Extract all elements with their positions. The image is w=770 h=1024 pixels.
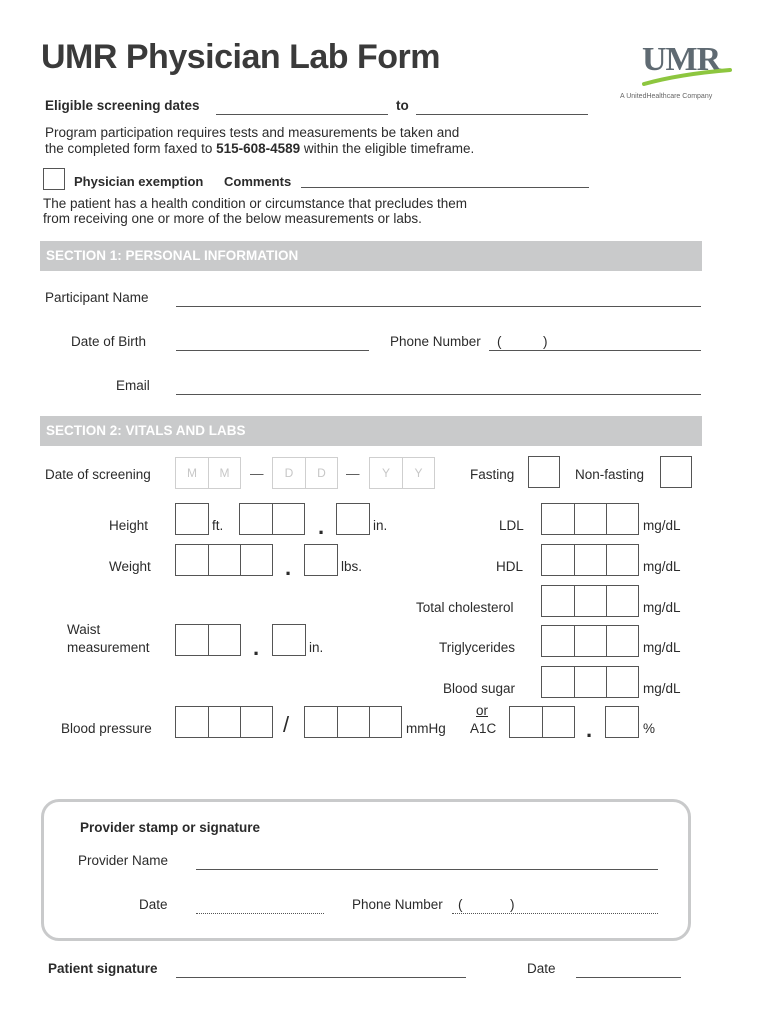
date-dash-1: — <box>250 466 264 481</box>
a1c-field[interactable] <box>509 706 575 738</box>
screening-end-field[interactable] <box>416 114 588 115</box>
intro-line-2: the completed form faxed to 515-608-4589 within the eligible timeframe. <box>45 141 475 156</box>
date-dash-2: — <box>346 466 360 481</box>
weight-label: Weight <box>109 559 151 574</box>
or-label: or <box>476 703 489 718</box>
section-1-header: SECTION 1: PERSONAL INFORMATION <box>40 241 702 271</box>
dob-field[interactable] <box>176 350 369 351</box>
height-ft-unit: ft. <box>212 518 224 533</box>
triglycerides-unit: mg/dL <box>643 640 681 655</box>
bp-systolic-field[interactable] <box>175 706 273 738</box>
screening-dates-label: Eligible screening dates <box>45 98 200 113</box>
total-cholesterol-label: Total cholesterol <box>416 600 514 615</box>
weight-decimal: . <box>285 555 292 580</box>
non-fasting-checkbox[interactable] <box>660 456 692 488</box>
hdl-unit: mg/dL <box>643 559 681 574</box>
phone-paren-close: ) <box>543 334 548 349</box>
exemption-desc-1: The patient has a health condition or circumstance that precludes them <box>43 196 467 211</box>
hdl-label: HDL <box>496 559 524 574</box>
provider-phone-paren-close: ) <box>510 897 515 912</box>
non-fasting-label: Non-fasting <box>575 467 645 482</box>
provider-phone-field[interactable] <box>452 913 658 914</box>
screening-year-field[interactable] <box>369 457 435 489</box>
bp-label: Blood pressure <box>61 721 152 736</box>
weight-field[interactable] <box>175 544 273 576</box>
triglycerides-field[interactable] <box>541 625 639 657</box>
patient-signature-field[interactable] <box>176 977 466 978</box>
ldl-unit: mg/dL <box>643 518 681 533</box>
a1c-decimal-field[interactable] <box>605 706 639 738</box>
logo-tagline: A UnitedHealthcare Company <box>620 93 713 100</box>
waist-decimal-field[interactable] <box>272 624 306 656</box>
height-in-decimal-field[interactable] <box>336 503 370 535</box>
triglycerides-label: Triglycerides <box>439 640 516 655</box>
provider-phone-paren-open: ( <box>458 897 463 912</box>
provider-phone-label: Phone Number <box>352 897 443 912</box>
umr-logo <box>640 40 732 100</box>
participant-name-label: Participant Name <box>45 290 149 305</box>
bp-diastolic-field[interactable] <box>304 706 402 738</box>
email-label: Email <box>116 378 150 393</box>
weight-decimal-field[interactable] <box>304 544 338 576</box>
patient-signature-label: Patient signature <box>48 961 158 976</box>
comments-label: Comments <box>224 174 292 189</box>
waist-field[interactable] <box>175 624 241 656</box>
page-title: UMR Physician Lab Form <box>41 38 440 76</box>
phone-field[interactable] <box>489 350 701 351</box>
waist-label-2: measurement <box>67 640 150 655</box>
total-cholesterol-unit: mg/dL <box>643 600 681 615</box>
year-digit-2: Y <box>402 458 434 488</box>
height-in-unit: in. <box>373 518 388 533</box>
provider-heading: Provider stamp or signature <box>80 820 261 835</box>
ldl-field[interactable] <box>541 503 639 535</box>
logo-text: UMR <box>642 41 721 78</box>
day-digit-1: D <box>284 466 294 480</box>
blood-sugar-field[interactable] <box>541 666 639 698</box>
hdl-field[interactable] <box>541 544 639 576</box>
height-in-field[interactable] <box>239 503 305 535</box>
screening-day-field[interactable] <box>272 457 338 489</box>
month-digit-1: M <box>187 466 197 480</box>
waist-label-1: Waist <box>67 622 101 637</box>
screening-to-label: to <box>396 98 409 113</box>
waist-decimal: . <box>253 635 260 660</box>
exemption-desc-2: from receiving one or more of the below measurements or labs. <box>43 211 422 226</box>
year-digit-1: Y <box>381 466 390 480</box>
a1c-unit: % <box>643 721 656 736</box>
physician-exemption-checkbox[interactable] <box>43 168 65 190</box>
month-digit-2: M <box>208 458 240 488</box>
physician-exemption-label: Physician exemption <box>74 174 204 189</box>
provider-date-label: Date <box>139 897 168 912</box>
screening-month-field[interactable] <box>175 457 241 489</box>
dob-label: Date of Birth <box>71 334 147 349</box>
phone-paren-open: ( <box>497 334 502 349</box>
provider-date-field[interactable] <box>196 913 324 914</box>
blood-sugar-label: Blood sugar <box>443 681 516 696</box>
total-cholesterol-field[interactable] <box>541 585 639 617</box>
provider-name-label: Provider Name <box>78 853 169 868</box>
weight-unit: lbs. <box>341 559 363 574</box>
fasting-label: Fasting <box>470 467 515 482</box>
patient-date-label: Date <box>527 961 556 976</box>
date-of-screening-label: Date of screening <box>45 467 151 482</box>
day-digit-2: D <box>305 458 337 488</box>
blood-sugar-unit: mg/dL <box>643 681 681 696</box>
participant-name-field[interactable] <box>176 306 701 307</box>
height-label: Height <box>109 518 149 533</box>
comments-field[interactable] <box>301 187 589 188</box>
height-ft-field[interactable] <box>175 503 209 535</box>
bp-slash: / <box>283 712 290 737</box>
height-decimal: . <box>318 514 325 539</box>
bp-unit: mmHg <box>406 721 446 736</box>
a1c-label: A1C <box>470 721 497 736</box>
email-field[interactable] <box>176 394 701 395</box>
waist-unit: in. <box>309 640 324 655</box>
phone-label: Phone Number <box>390 334 481 349</box>
screening-start-field[interactable] <box>216 114 388 115</box>
fasting-checkbox[interactable] <box>528 456 560 488</box>
provider-name-field[interactable] <box>196 869 658 870</box>
a1c-decimal: . <box>586 717 593 742</box>
intro-line-1: Program participation requires tests and measurements be taken and <box>45 125 460 140</box>
patient-date-field[interactable] <box>576 977 681 978</box>
section-2-header: SECTION 2: VITALS AND LABS <box>40 416 702 446</box>
fax-number: 515-608-4589 <box>216 141 301 156</box>
ldl-label: LDL <box>499 518 524 533</box>
